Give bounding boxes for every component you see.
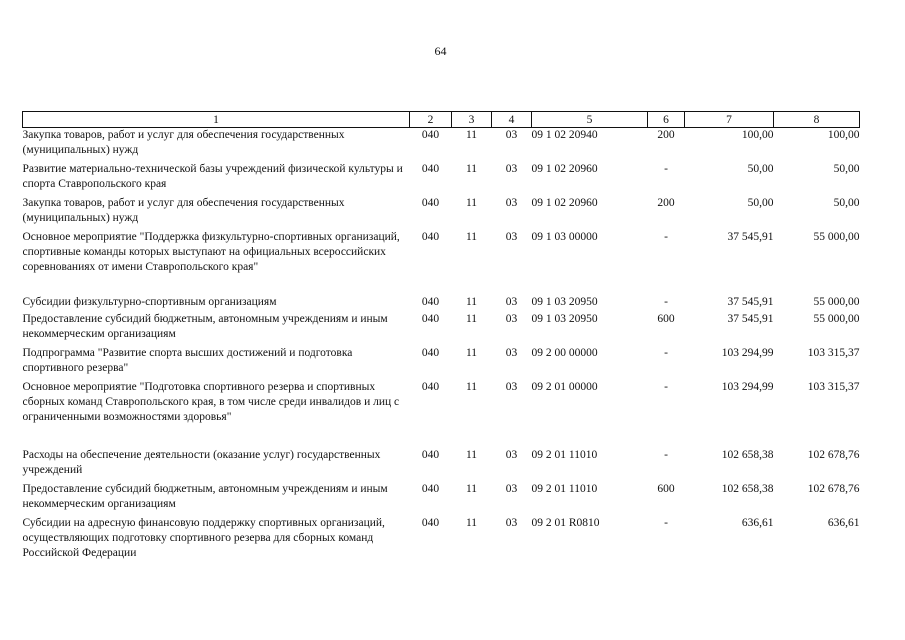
cell-col3: 11 bbox=[465, 482, 478, 495]
cell-col3: 11 bbox=[465, 312, 478, 325]
cell-col5: 09 1 03 20950 bbox=[531, 295, 598, 308]
cell-col5: 09 2 00 00000 bbox=[531, 346, 598, 359]
table-row bbox=[23, 230, 860, 295]
cell-col4: 03 bbox=[505, 295, 518, 308]
cell-col5: 09 1 02 20960 bbox=[531, 162, 598, 175]
row-name: Основное мероприятие "Поддержка физкультурно-спортивных организаций, спортивные команды которых выступают на официальных всероссийских соревнованиях от имени Ставропольского края" bbox=[22, 230, 400, 273]
cell-col4: 03 bbox=[505, 230, 518, 243]
cell-col5: 09 2 01 00000 bbox=[531, 380, 598, 393]
cell-col2: 040 bbox=[421, 516, 440, 529]
row-name: Предоставление субсидий бюджетным, автономным учреждениям и иным некоммерческим организациям bbox=[22, 482, 388, 510]
cell-col2: 040 bbox=[421, 230, 440, 243]
cell-col8: 50,00 bbox=[833, 196, 860, 209]
row-name: Субсидии физкультурно-спортивным организациям bbox=[22, 295, 277, 308]
table-row bbox=[23, 196, 860, 230]
cell-col6: 600 bbox=[657, 482, 675, 495]
cell-col6: - bbox=[664, 448, 668, 461]
cell-col7: 37 545,91 bbox=[727, 230, 774, 243]
cell-col4: 03 bbox=[505, 380, 518, 393]
table-row bbox=[23, 482, 860, 516]
cell-col3: 11 bbox=[465, 129, 478, 141]
cell-col5: 09 2 01 R0810 bbox=[531, 516, 600, 529]
row-name: Закупка товаров, работ и услуг для обеспечения государственных (муниципальных) нужд bbox=[22, 129, 345, 156]
cell-col6: - bbox=[664, 380, 668, 393]
cell-col2: 040 bbox=[421, 196, 440, 209]
cell-col6: - bbox=[664, 230, 668, 243]
cell-col8: 55 000,00 bbox=[813, 312, 860, 325]
cell-col3: 11 bbox=[465, 230, 478, 243]
cell-col8: 636,61 bbox=[827, 516, 860, 529]
cell-col4: 03 bbox=[505, 129, 518, 141]
cell-col5: 09 2 01 11010 bbox=[531, 448, 598, 461]
table-row bbox=[23, 295, 860, 312]
cell-col7: 37 545,91 bbox=[727, 295, 774, 308]
cell-col6: - bbox=[664, 516, 668, 529]
cell-col8: 55 000,00 bbox=[813, 295, 860, 308]
cell-col3: 11 bbox=[465, 448, 478, 461]
cell-col2: 040 bbox=[421, 346, 440, 359]
cell-col2: 040 bbox=[421, 295, 440, 308]
cell-col8: 102 678,76 bbox=[807, 448, 860, 461]
column-header: 8 bbox=[774, 112, 860, 128]
cell-col4: 03 bbox=[505, 448, 518, 461]
cell-col5: 09 2 01 11010 bbox=[531, 482, 598, 495]
cell-col2: 040 bbox=[421, 380, 440, 393]
cell-col7: 103 294,99 bbox=[721, 346, 774, 359]
cell-col2: 040 bbox=[421, 129, 440, 141]
table-row bbox=[23, 448, 860, 482]
table-row bbox=[23, 162, 860, 196]
row-name: Предоставление субсидий бюджетным, автономным учреждениям и иным некоммерческим организациям bbox=[22, 312, 388, 340]
cell-col6: - bbox=[664, 295, 668, 308]
cell-col8: 103 315,37 bbox=[807, 380, 860, 393]
cell-col8: 50,00 bbox=[833, 162, 860, 175]
table-row bbox=[23, 128, 860, 162]
cell-col2: 040 bbox=[421, 312, 440, 325]
table-row bbox=[23, 312, 860, 346]
cell-col6: 200 bbox=[657, 196, 675, 209]
cell-col4: 03 bbox=[505, 482, 518, 495]
header-row bbox=[23, 112, 860, 128]
cell-col7: 50,00 bbox=[747, 162, 774, 175]
cell-col7: 37 545,91 bbox=[727, 312, 774, 325]
cell-col7: 103 294,99 bbox=[721, 380, 774, 393]
cell-col6: - bbox=[664, 346, 668, 359]
column-header: 2 bbox=[410, 112, 452, 128]
cell-col3: 11 bbox=[465, 162, 478, 175]
cell-col5: 09 1 02 20960 bbox=[531, 196, 598, 209]
cell-col6: - bbox=[664, 162, 668, 175]
cell-col3: 11 bbox=[465, 196, 478, 209]
cell-col3: 11 bbox=[465, 346, 478, 359]
cell-col7: 102 658,38 bbox=[721, 482, 774, 495]
cell-col5: 09 1 03 00000 bbox=[531, 230, 598, 243]
cell-col4: 03 bbox=[505, 162, 518, 175]
row-name: Подпрограмма "Развитие спорта высших достижений и подготовка спортивного резерва" bbox=[22, 346, 353, 374]
cell-col8: 103 315,37 bbox=[807, 346, 860, 359]
column-header: 7 bbox=[685, 112, 774, 128]
column-header: 1 bbox=[23, 112, 410, 128]
cell-col8: 100,00 bbox=[827, 129, 860, 141]
column-header: 5 bbox=[532, 112, 648, 128]
cell-col7: 100,00 bbox=[741, 129, 774, 141]
table-row bbox=[23, 380, 860, 448]
row-name: Субсидии на адресную финансовую поддержку спортивных организаций, осуществляющих подготовку спортивного резерва для сборных команд Российской Федерации bbox=[22, 516, 385, 559]
cell-col2: 040 bbox=[421, 448, 440, 461]
cell-col7: 102 658,38 bbox=[721, 448, 774, 461]
cell-col3: 11 bbox=[465, 516, 478, 529]
budget-table bbox=[22, 111, 860, 564]
cell-col8: 55 000,00 bbox=[813, 230, 860, 243]
row-name: Закупка товаров, работ и услуг для обеспечения государственных (муниципальных) нужд bbox=[22, 196, 345, 224]
cell-col5: 09 1 03 20950 bbox=[531, 312, 598, 325]
table-row bbox=[23, 516, 860, 564]
cell-col4: 03 bbox=[505, 196, 518, 209]
cell-col4: 03 bbox=[505, 516, 518, 529]
cell-col5: 09 1 02 20940 bbox=[531, 129, 598, 141]
column-header: 3 bbox=[452, 112, 492, 128]
cell-col4: 03 bbox=[505, 346, 518, 359]
page-number: 64 bbox=[434, 44, 447, 58]
row-name: Расходы на обеспечение деятельности (оказание услуг) государственных учреждений bbox=[22, 448, 381, 476]
cell-col7: 636,61 bbox=[741, 516, 774, 529]
column-header: 4 bbox=[492, 112, 532, 128]
cell-col4: 03 bbox=[505, 312, 518, 325]
cell-col3: 11 bbox=[465, 295, 478, 308]
cell-col7: 50,00 bbox=[747, 196, 774, 209]
table-row bbox=[23, 346, 860, 380]
cell-col2: 040 bbox=[421, 482, 440, 495]
cell-col3: 11 bbox=[465, 380, 478, 393]
cell-col6: 600 bbox=[657, 312, 675, 325]
row-name: Развитие материально-технической базы учреждений физической культуры и спорта Ставропольского края bbox=[22, 162, 403, 190]
cell-col8: 102 678,76 bbox=[807, 482, 860, 495]
cell-col6: 200 bbox=[657, 129, 675, 141]
column-header: 6 bbox=[648, 112, 685, 128]
cell-col2: 040 bbox=[421, 162, 440, 175]
row-name: Основное мероприятие "Подготовка спортивного резерва и спортивных сборных команд Ставропольского края, в том числе среди инвалидов и лиц с ограниченными возможностями здоровья" bbox=[22, 380, 400, 423]
